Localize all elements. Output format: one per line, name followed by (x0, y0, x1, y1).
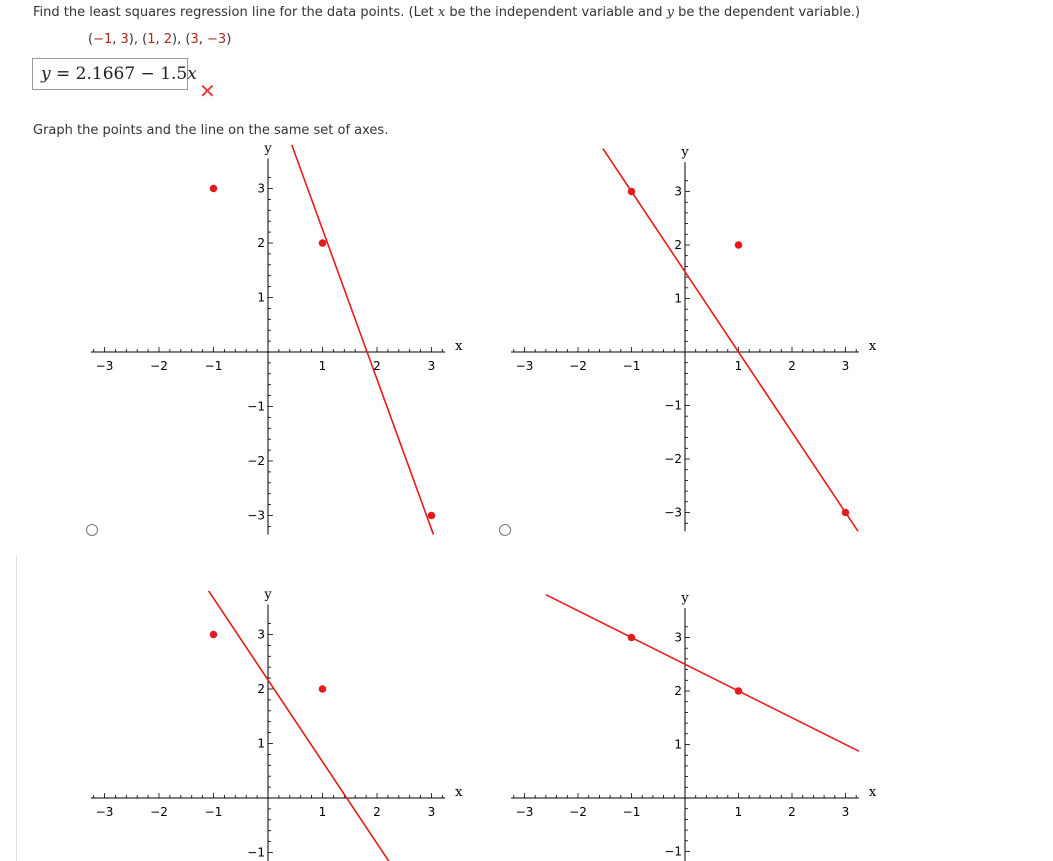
point-2-x: 1 (147, 32, 156, 47)
graph-option-2[interactable] (502, 140, 882, 540)
answer-input[interactable] (32, 58, 197, 90)
y-axis-label: y (681, 145, 689, 161)
y-tick-label: 1 (674, 737, 682, 752)
data-point (735, 241, 743, 249)
x-tick-label: −2 (569, 805, 587, 819)
y-tick-label: 1 (257, 290, 265, 305)
graph-prompt: Graph the points and the line on the same set of axes. (33, 123, 389, 138)
y-tick-label: −3 (664, 505, 682, 520)
graph-option-3[interactable] (90, 585, 470, 861)
data-point (735, 687, 743, 695)
x-tick-label: 1 (734, 805, 743, 819)
x-tick-label: −3 (95, 805, 114, 819)
regression-line (209, 591, 394, 861)
y-tick-label: −3 (247, 508, 265, 523)
data-point (210, 631, 218, 639)
y-tick-label: −2 (664, 452, 682, 466)
x-tick-label: 1 (318, 359, 327, 373)
x-tick-label: −2 (569, 359, 587, 373)
y-tick-label: 3 (257, 627, 265, 642)
y-tick-label: 2 (257, 236, 265, 250)
var-y: y (666, 5, 675, 20)
y-tick-label: 1 (257, 736, 265, 751)
x-tick-label: 3 (427, 805, 436, 819)
x-axis-label: x (455, 339, 463, 354)
x-axis-label: x (868, 339, 877, 354)
point-3-x: 3 (190, 32, 199, 47)
point-3-y: −3 (207, 32, 227, 47)
regression-line (546, 595, 859, 751)
graph-option-1[interactable] (90, 140, 470, 540)
x-tick-label: −1 (204, 359, 223, 373)
x-tick-label: 2 (373, 359, 381, 373)
data-point (428, 512, 436, 520)
y-axis-label: y (264, 141, 272, 157)
x-axis-label: x (455, 785, 463, 800)
y-tick-label: 3 (674, 184, 682, 199)
prompt-text-1: Find the least squares regression line for the data points. (Let (33, 5, 438, 20)
y-tick-label: 1 (674, 291, 682, 306)
y-tick-label: −2 (247, 454, 265, 468)
y-tick-label: 2 (257, 682, 265, 696)
data-point (842, 509, 850, 517)
x-tick-label: 2 (373, 805, 381, 819)
y-tick-label: −1 (247, 399, 265, 414)
y-axis-label: y (681, 591, 689, 607)
x-tick-label: 2 (788, 805, 796, 819)
x-tick-label: −3 (515, 359, 534, 373)
question-prompt (33, 5, 860, 20)
x-mark-icon: ✕ (199, 79, 216, 103)
x-tick-label: −1 (204, 805, 223, 819)
data-point (319, 685, 327, 693)
answer-value: 2.1667 − 1.5 (75, 64, 188, 84)
x-tick-label: −1 (622, 805, 641, 819)
x-tick-label: 1 (734, 359, 743, 373)
answer-lhs: y (41, 64, 51, 84)
x-tick-label: −3 (515, 805, 534, 819)
x-axis-label: x (868, 785, 877, 800)
x-tick-label: −2 (150, 805, 168, 819)
x-tick-label: 3 (427, 359, 436, 373)
answer-equals: = (50, 64, 76, 84)
point-1-x: −1 (93, 32, 113, 47)
graph-option-4[interactable] (502, 585, 882, 861)
x-tick-label: −3 (95, 359, 114, 373)
x-tick-label: −2 (150, 359, 168, 373)
point-1-y: 3 (120, 32, 129, 47)
prompt-text-2: be the independent variable and (445, 5, 667, 20)
x-tick-label: 3 (841, 359, 850, 373)
data-point (210, 185, 218, 193)
data-points: (−1, 3), (1, 2), (3, −3) (88, 32, 232, 47)
y-axis-label: y (264, 587, 272, 603)
regression-line (603, 149, 858, 532)
y-tick-label: 2 (674, 684, 682, 698)
regression-line (292, 145, 434, 535)
prompt-text-3: be the dependent variable.) (674, 5, 861, 20)
x-tick-label: 1 (318, 805, 327, 819)
x-tick-label: 2 (788, 359, 796, 373)
data-point (628, 188, 636, 196)
y-tick-label: −1 (247, 845, 265, 860)
var-x: x (437, 5, 446, 20)
divider (16, 555, 17, 861)
x-tick-label: 3 (841, 805, 850, 819)
point-2-y: 2 (163, 32, 173, 47)
y-tick-label: 3 (674, 630, 682, 645)
x-tick-label: −1 (622, 359, 641, 373)
y-tick-label: 3 (257, 181, 265, 196)
y-tick-label: −1 (664, 844, 682, 859)
answer-var: x (187, 64, 197, 84)
y-tick-label: 2 (674, 238, 682, 252)
data-point (628, 634, 636, 642)
data-point (319, 239, 327, 247)
y-tick-label: −1 (664, 398, 682, 413)
